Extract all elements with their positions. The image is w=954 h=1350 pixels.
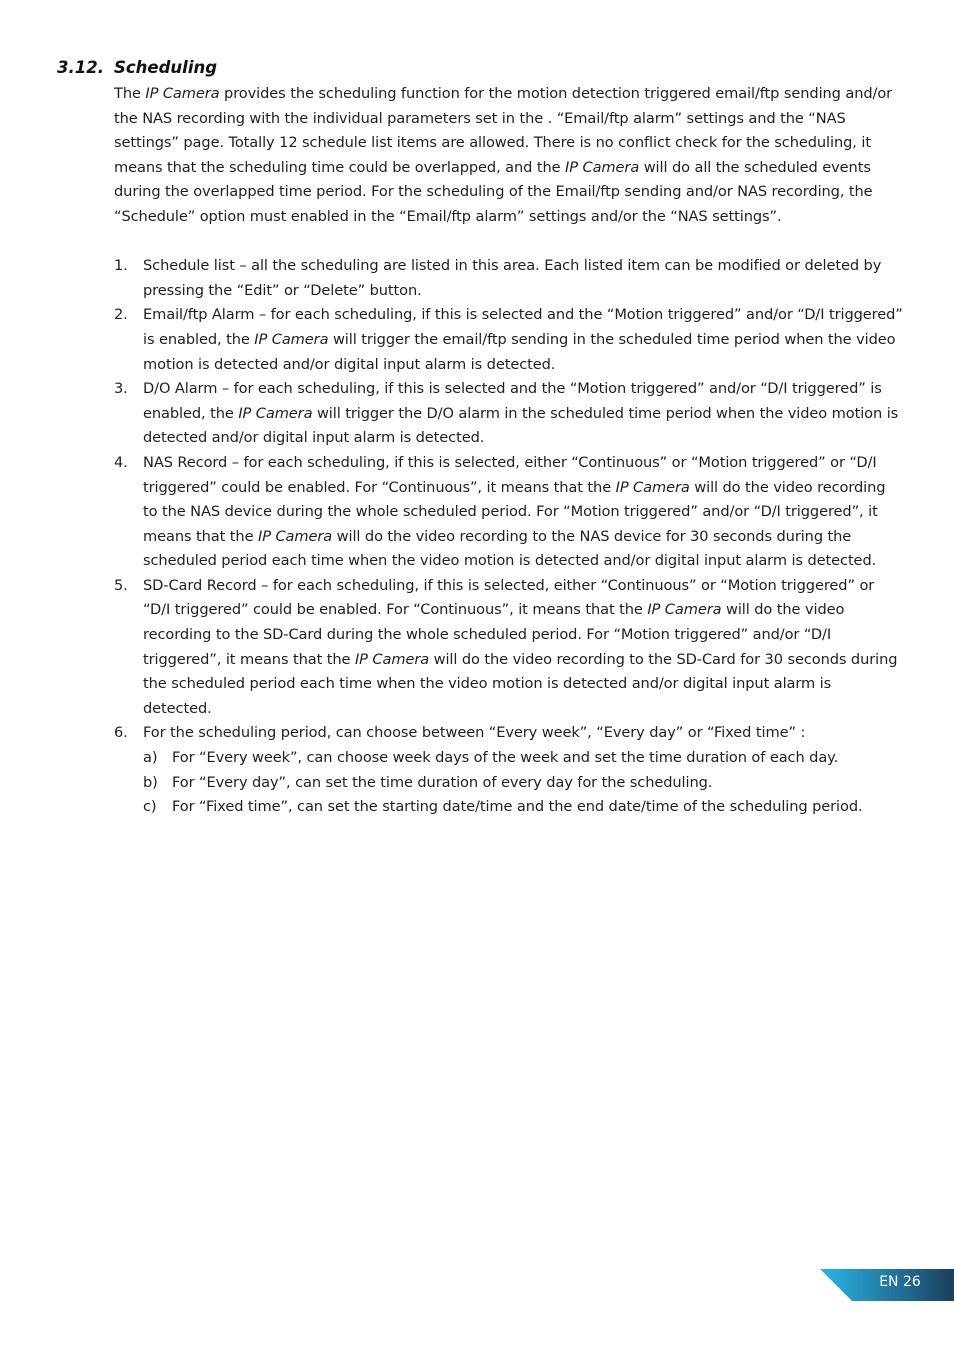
sub-list-item bbox=[143, 771, 904, 796]
sub-list-marker: c) bbox=[143, 798, 157, 816]
section-number: 3.12. bbox=[57, 58, 104, 77]
sub-list-marker: b) bbox=[143, 773, 158, 791]
list-item-text bbox=[143, 380, 898, 446]
page-number: EN 26 bbox=[879, 1274, 921, 1290]
text-run: NAS Record – for each scheduling, if this is selected, either “Continuous” or “Motion triggered” or “D/I triggered” could be enabled. For “Continuous”, it means that the bbox=[143, 453, 877, 496]
product-name-italic: IP Camera bbox=[238, 404, 313, 422]
text-run: Email/ftp Alarm – for each scheduling, if this is selected and the “Motion triggered” and/or “D/I triggered” is enabled, the bbox=[143, 306, 903, 348]
text-run: will trigger the D/O alarm in the scheduled time period when the video motion is detected and/or digital input alarm is detected. bbox=[143, 404, 899, 447]
text-run: will do the video recording to the NAS device during the whole scheduled period. For “Motion triggered” and/or “D/I triggered”, it means that the bbox=[143, 478, 886, 545]
product-name-italic: IP Camera bbox=[258, 527, 333, 545]
product-name-italic: IP Camera bbox=[647, 601, 722, 619]
text-run: D/O Alarm – for each scheduling, if this is selected and the “Motion triggered” and/or “D/I triggered” is enabled, the bbox=[143, 380, 882, 422]
list-marker: 5. bbox=[114, 576, 128, 594]
text-run: For the scheduling period, can choose between “Every week”, “Every day” or “Fixed time” : bbox=[143, 724, 806, 742]
list-item bbox=[114, 574, 904, 722]
sub-list-text: For “Every week”, can choose week days of the week and set the time duration of each day. bbox=[172, 749, 839, 767]
product-name-italic: IP Camera bbox=[565, 158, 640, 176]
sub-list-text: For “Fixed time”, can set the starting date/time and the end date/time of the scheduling period. bbox=[172, 798, 863, 816]
list-item-text bbox=[143, 306, 903, 372]
text-run: will do the video recording to the SD-Card during the whole scheduled period. For “Motion triggered” and/or “D/I triggered”, it means that the bbox=[143, 601, 845, 668]
sub-list bbox=[143, 746, 904, 820]
text-run: will do the video recording to the SD-Card for 30 seconds during the scheduled period each time when the video motion is detected and/or digital input alarm is detected. bbox=[143, 650, 898, 717]
text-run: Schedule list – all the scheduling are listed in this area. Each listed item can be modified or deleted by pressing the “Edit” or “Delete” button. bbox=[143, 257, 882, 299]
product-name-italic: IP Camera bbox=[615, 478, 690, 496]
list-marker: 4. bbox=[114, 453, 128, 471]
list-item-text bbox=[143, 577, 897, 717]
list-marker: 1. bbox=[114, 257, 128, 275]
product-name-italic: IP Camera bbox=[254, 330, 329, 348]
list-item bbox=[114, 303, 904, 377]
product-name-italic: IP Camera bbox=[354, 650, 430, 668]
list-item-text bbox=[143, 257, 881, 299]
section-heading bbox=[57, 56, 217, 80]
sub-list-item bbox=[143, 795, 904, 820]
sub-list-text: For “Every day”, can set the time duration of every day for the scheduling. bbox=[172, 773, 713, 791]
section-title: Scheduling bbox=[114, 58, 218, 77]
list-item-text bbox=[143, 724, 805, 741]
sub-list-marker: a) bbox=[143, 749, 158, 767]
list-item bbox=[114, 721, 904, 819]
text-run: The bbox=[114, 85, 146, 102]
text-run: provides the scheduling function for the motion detection triggered email/ftp sending and/or the NAS recording with the individual parameters set in the . “Email/ftp alarm” settings and the “NAS settings” page. Totally 12 schedule list items are allowed. There is no conflict check for the scheduling, it means that the scheduling time could be overlapped, and the bbox=[114, 85, 893, 176]
list-marker: 6. bbox=[114, 724, 128, 742]
text-run: will do all the scheduled events during the overlapped time period. For the scheduling of the Email/ftp sending and/or NAS recording, the “Schedule” option must enabled in the “Email/ftp alarm” settings and/or the “NAS settings”. bbox=[114, 158, 873, 225]
product-name-italic: IP Camera bbox=[145, 85, 220, 102]
intro-paragraph bbox=[114, 82, 904, 230]
list-marker: 2. bbox=[114, 306, 128, 324]
section-body bbox=[114, 82, 904, 820]
text-run: will trigger the email/ftp sending in the scheduled time period when the video motion is detected and/or digital input alarm is detected. bbox=[143, 330, 896, 373]
list-item bbox=[114, 451, 904, 574]
text-run: will do the video recording to the NAS device for 30 seconds during the scheduled period each time when the video motion is detected and/or digital input alarm is detected. bbox=[143, 527, 877, 570]
text-run: SD-Card Record – for each scheduling, if this is selected, either “Continuous” or “Motion triggered” or “D/I triggered” could be enabled. For “Continuous”, it means that the bbox=[143, 576, 875, 619]
list-marker: 3. bbox=[114, 380, 128, 398]
list-item bbox=[114, 377, 904, 451]
list-item-text bbox=[143, 454, 885, 569]
numbered-list bbox=[114, 254, 904, 820]
sub-list-item bbox=[143, 746, 904, 771]
list-item bbox=[114, 254, 904, 303]
